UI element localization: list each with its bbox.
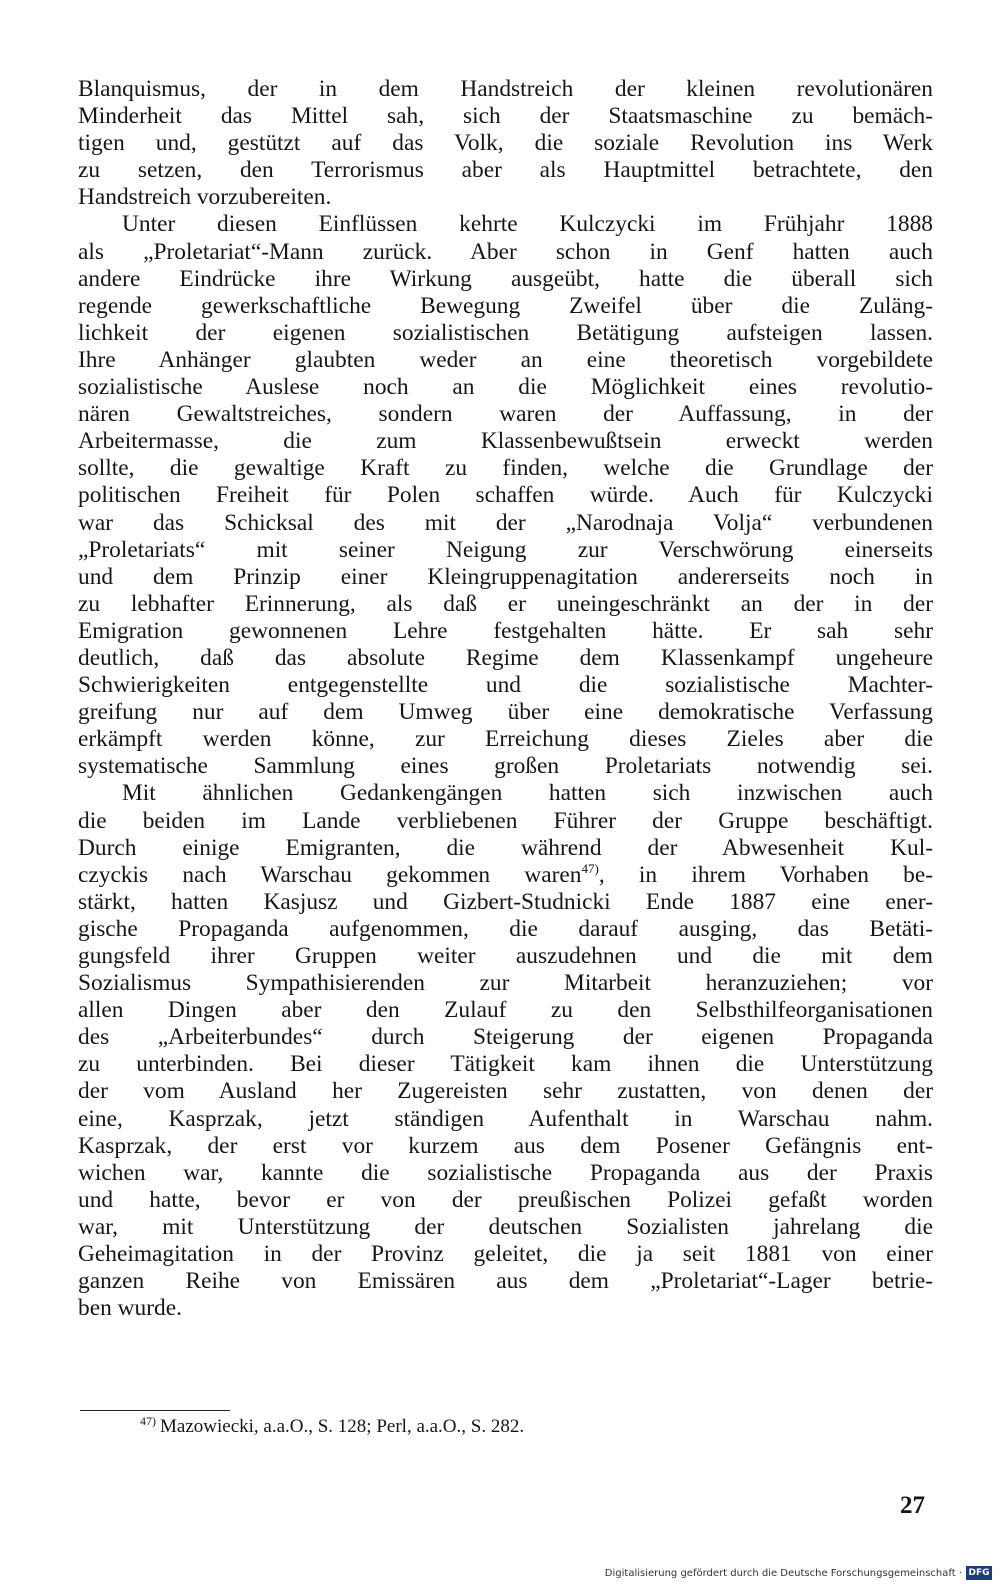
footnote	[140, 1415, 524, 1439]
text-line	[78, 780, 933, 807]
footnote-reference: 47)	[581, 860, 599, 876]
text-line	[78, 862, 933, 889]
text-line	[78, 510, 933, 537]
text-line-content: Ihre Anhänger glaubten weder an eine theoretisch vorgebildete	[78, 346, 933, 373]
text-line-content: Sozialismus Sympathisierenden zur Mitarbeit heranzuziehen; vor	[78, 970, 933, 997]
text-line	[78, 76, 933, 103]
text-line	[78, 211, 933, 238]
text-line-content: zu lebhafter Erinnerung, als daß er uneingeschränkt an der in der	[78, 590, 933, 617]
text-line-content: regende gewerkschaftliche Bewegung Zweifel über die Zuläng-	[78, 292, 933, 319]
text-line	[78, 347, 933, 374]
text-line	[78, 808, 933, 835]
text-line-content: ganzen Reihe von Emissären aus dem „Proletariat“-Lager betrie-	[78, 1268, 933, 1295]
text-line-content: Mit ähnlichen Gedankengängen hatten sich inzwischen auch	[122, 780, 933, 807]
text-line-content: allen Dingen aber den Zulauf zu den Selbsthilfeorganisationen	[78, 997, 933, 1024]
text-line	[78, 997, 933, 1024]
text-line	[78, 103, 933, 130]
text-line	[78, 1133, 933, 1160]
text-line-content: war das Schicksal des mit der „Narodnaja Volja“ verbundenen	[78, 509, 933, 536]
text-line	[78, 1241, 933, 1268]
text-line	[78, 455, 933, 482]
text-line	[78, 699, 933, 726]
text-line	[78, 1187, 933, 1214]
text-line-content: Emigration gewonnenen Lehre festgehalten hätte. Er sah sehr	[78, 617, 933, 644]
text-line	[78, 374, 933, 401]
text-line-content: gungsfeld ihrer Gruppen weiter auszudehnen und die mit dem	[78, 943, 933, 969]
text-line-content: des „Arbeiterbundes“ durch Steigerung der eigenen Propaganda	[78, 1024, 933, 1051]
text-line	[78, 564, 933, 591]
text-line	[78, 672, 933, 699]
text-line	[78, 482, 933, 509]
text-line	[78, 293, 933, 320]
text-line-content: Blanquismus, der in dem Handstreich der kleinen revolutionären	[78, 76, 933, 102]
text-line	[78, 401, 933, 428]
footnote-mark: 47)	[140, 1413, 156, 1428]
text-line	[78, 428, 933, 455]
text-line	[78, 970, 933, 997]
text-line-content: erkämpft werden könne, zur Erreichung dieses Zieles aber die	[78, 726, 933, 753]
digitization-credit	[605, 1566, 992, 1580]
text-line-content: deutlich, daß das absolute Regime dem Klassenkampf ungeheure	[78, 644, 933, 671]
text-line	[78, 889, 933, 916]
text-line	[78, 943, 933, 970]
page-number: 27	[900, 1492, 925, 1519]
text-line-content: Arbeitermasse, die zum Klassenbewußtsein erweckt werden	[78, 428, 933, 455]
text-line	[78, 157, 933, 184]
text-line-content: wichen war, kannte die sozialistische Propaganda aus der Praxis	[78, 1159, 933, 1186]
text-line-content: nären Gewaltstreiches, sondern waren der Auffassung, in der	[78, 401, 933, 428]
text-line	[78, 1078, 933, 1105]
text-line-content: Geheimagitation in der Provinz geleitet, die ja seit 1881 von einer	[78, 1241, 933, 1268]
text-line-content: „Proletariats“ mit seiner Neigung zur Verschwörung einerseits	[78, 536, 933, 563]
text-line-content: tigen und, gestützt auf das Volk, die soziale Revolution ins Werk	[78, 130, 933, 157]
text-line-content: eine, Kasprzak, jetzt ständigen Aufenthalt in Warschau nahm.	[78, 1105, 933, 1132]
text-line	[78, 645, 933, 672]
text-line	[78, 1268, 933, 1295]
text-line	[78, 266, 933, 293]
text-line-content: stärkt, hatten Kasjusz und Gizbert-Studnicki Ende 1887 eine ener-	[78, 888, 933, 915]
text-line-content: politischen Freiheit für Polen schaffen würde. Auch für Kulczycki	[78, 482, 933, 509]
text-line-content: und dem Prinzip einer Kleingruppenagitation andererseits noch in	[78, 563, 933, 590]
text-line	[78, 1024, 933, 1051]
text-line-content: czyckis nach Warschau gekommen waren	[78, 861, 582, 888]
text-line	[78, 537, 933, 564]
text-line	[78, 916, 933, 943]
text-line-content: zu setzen, den Terrorismus aber als Hauptmittel betrachtete, den	[78, 157, 933, 184]
text-line	[78, 184, 933, 211]
dfg-logo-icon: DFG	[966, 1566, 992, 1580]
text-line	[78, 591, 933, 618]
text-line-content: systematische Sammlung eines großen Proletariats notwendig sei.	[78, 753, 933, 780]
text-line-content: ben wurde.	[78, 1295, 182, 1322]
text-line	[78, 239, 933, 266]
text-line	[78, 726, 933, 753]
text-line-continuation: , in ihrem Vorhaben be-	[598, 861, 933, 888]
text-line-content: die beiden im Lande verbliebenen Führer der Gruppe beschäftigt.	[78, 807, 933, 834]
text-line-content: sollte, die gewaltige Kraft zu finden, welche die Grundlage der	[78, 455, 933, 482]
text-line	[78, 1160, 933, 1187]
text-line	[78, 835, 933, 862]
text-line-content: war, mit Unterstützung der deutschen Sozialisten jahrelang die	[78, 1213, 933, 1240]
text-line-content: Kasprzak, der erst vor kurzem aus dem Posener Gefängnis ent-	[78, 1132, 933, 1159]
text-line-content: zu unterbinden. Bei dieser Tätigkeit kam ihnen die Unterstützung	[78, 1051, 933, 1078]
text-line	[78, 618, 933, 645]
credit-text: Digitalisierung gefördert durch die Deutsche Forschungsgemeinschaft ·	[604, 1567, 962, 1579]
text-line	[78, 1295, 933, 1322]
text-line-content: Handstreich vorzubereiten.	[78, 184, 332, 211]
text-line-content: andere Eindrücke ihre Wirkung ausgeübt, hatte die überall sich	[78, 265, 933, 292]
text-line-content: als „Proletariat“-Mann zurück. Aber schon in Genf hatten auch	[78, 238, 933, 265]
text-line-content: Durch einige Emigranten, die während der Abwesenheit Kul-	[78, 834, 933, 861]
text-line	[78, 753, 933, 780]
text-line-content: und hatte, bevor er von der preußischen Polizei gefaßt worden	[78, 1186, 933, 1213]
text-line-content: sozialistische Auslese noch an die Möglichkeit eines revolutio-	[78, 374, 933, 401]
text-line	[78, 320, 933, 347]
text-line-content: lichkeit der eigenen sozialistischen Betätigung aufsteigen lassen.	[78, 319, 933, 346]
footnote-divider	[80, 1410, 230, 1411]
text-line-content: gische Propaganda aufgenommen, die darauf ausging, das Betäti-	[78, 915, 933, 942]
text-line	[78, 130, 933, 157]
text-line-content: der vom Ausland her Zugereisten sehr zustatten, von denen der	[78, 1078, 933, 1105]
text-line	[78, 1106, 933, 1133]
text-line-content: Unter diesen Einflüssen kehrte Kulczycki im Frühjahr 1888	[122, 211, 933, 238]
main-text	[78, 76, 933, 1322]
footnote-text: Mazowiecki, a.a.O., S. 128; Perl, a.a.O., S. 282.	[160, 1416, 525, 1437]
text-line	[78, 1214, 933, 1241]
text-line	[78, 1051, 933, 1078]
text-line-content: Schwierigkeiten entgegenstellte und die sozialistische Machter-	[78, 672, 933, 699]
text-line-content: Minderheit das Mittel sah, sich der Staatsmaschine zu bemäch-	[78, 103, 933, 130]
text-line-content: greifung nur auf dem Umweg über eine demokratische Verfassung	[78, 699, 933, 726]
